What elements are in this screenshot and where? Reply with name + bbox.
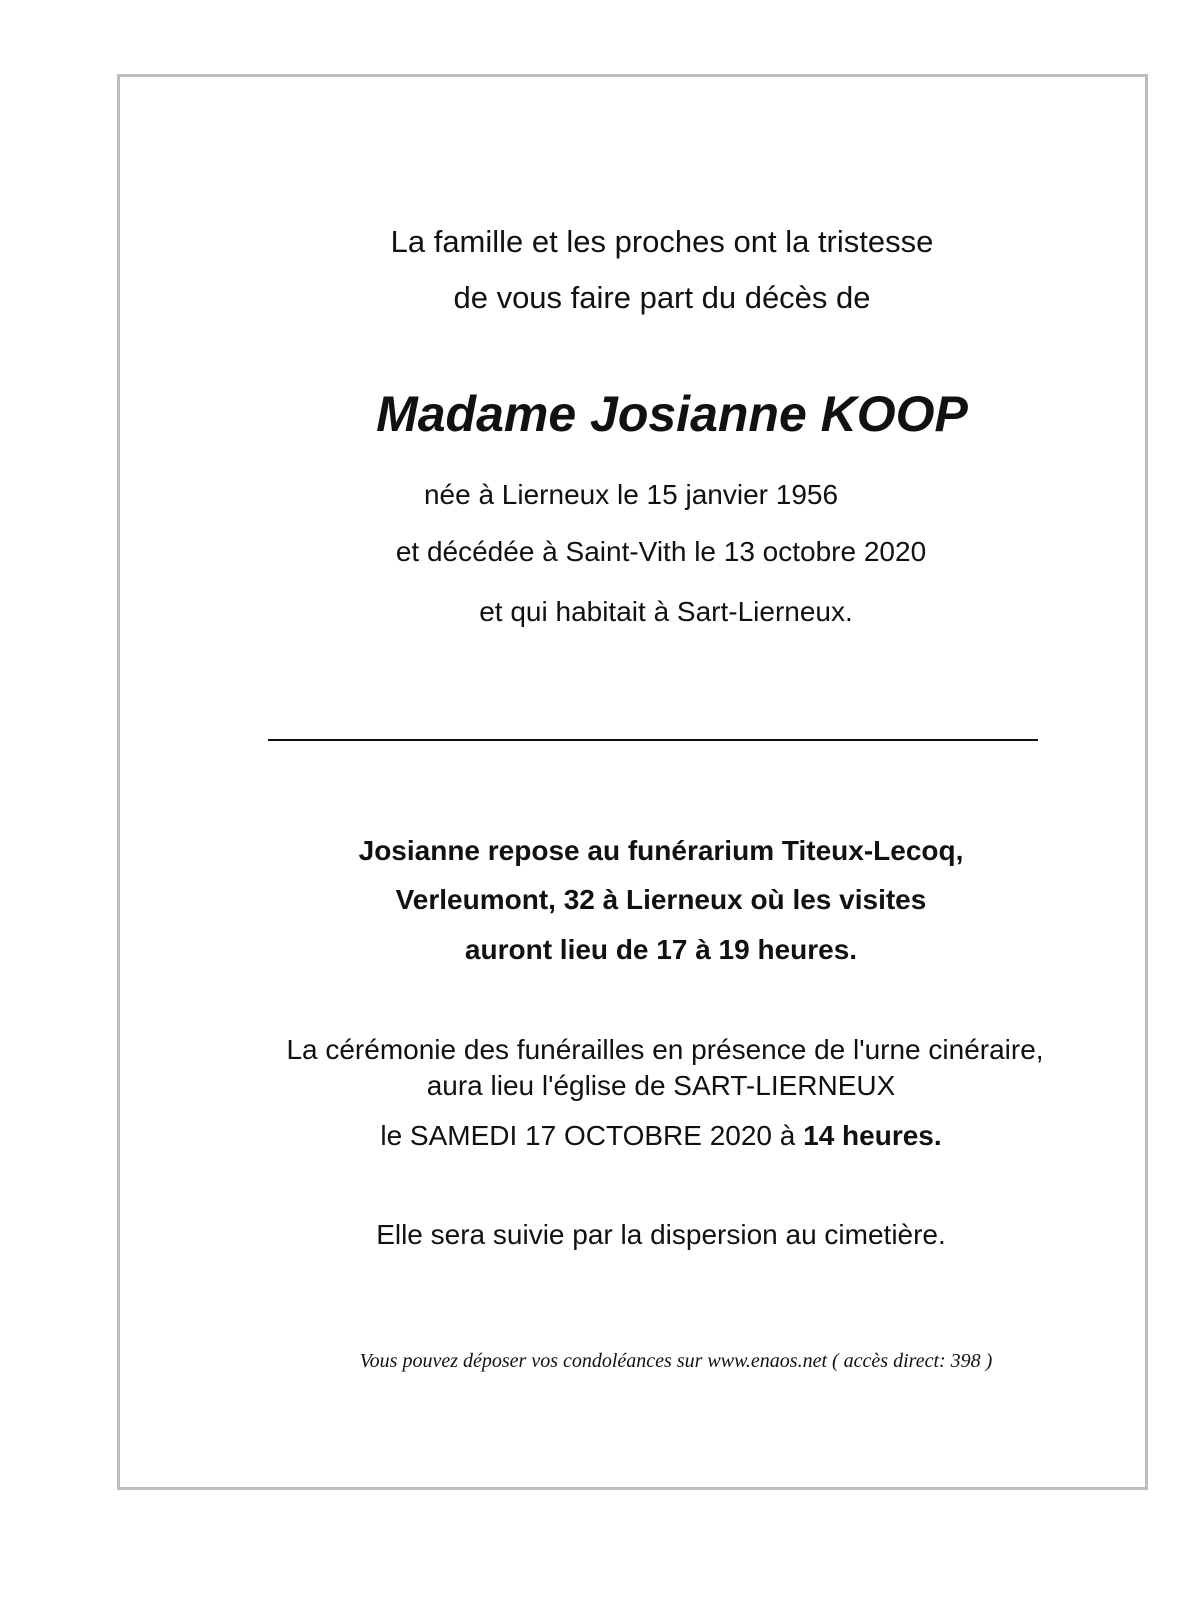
death-line: et décédée à Saint-Vith le 13 octobre 2020 (395, 536, 927, 567)
dispersion-line: Elle sera suivie par la dispersion au cimetière. (376, 1219, 946, 1250)
condolences-note: Vous pouvez déposer vos condoléances sur www.enaos.net ( accès direct: 398 ) (359, 1350, 993, 1372)
divider (268, 739, 1038, 741)
deceased-name: Madame Josianne KOOP (376, 386, 968, 442)
intro-line-2: de vous faire part du décès de (453, 280, 871, 315)
visit-line-3: auront lieu de 17 à 19 heures. (464, 934, 858, 965)
intro-line-1: La famille et les proches ont la tristesse (390, 224, 934, 259)
ceremony-time: 14 heures. (803, 1120, 942, 1151)
ceremony-line-1: La cérémonie des funérailles en présence de l'urne cinéraire, (286, 1034, 1044, 1065)
visit-line-2: Verleumont, 32 à Lierneux où les visites (395, 884, 927, 915)
visit-line-1: Josianne repose au funérarium Titeux-Lecoq, (358, 835, 964, 866)
ceremony-line-3 (161, 1120, 1161, 1152)
ceremony-line-2: aura lieu l'église de SART-LIERNEUX (426, 1070, 896, 1101)
ceremony-date: le SAMEDI 17 OCTOBRE 2020 à (380, 1120, 804, 1151)
residence-line: et qui habitait à Sart-Lierneux. (479, 596, 853, 627)
birth-line: née à Lierneux le 15 janvier 1956 (423, 479, 839, 510)
